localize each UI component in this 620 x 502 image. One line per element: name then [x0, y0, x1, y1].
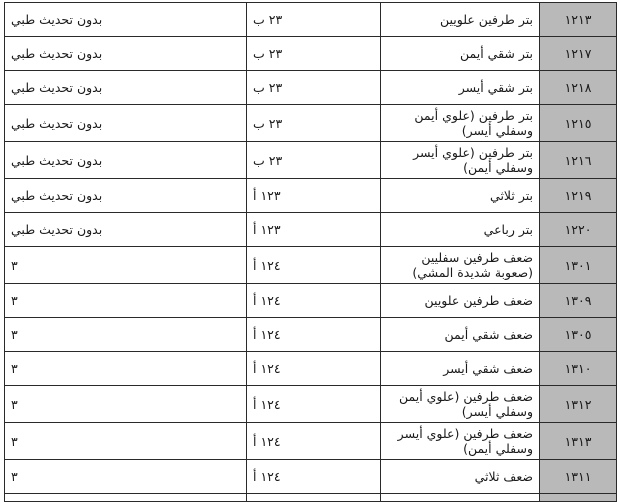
- table-row: [5, 460, 617, 494]
- code-cell: ١٢٢٠: [540, 213, 617, 247]
- table-row: [5, 352, 617, 386]
- remark-cell: بدون تحديث طبي: [5, 105, 247, 142]
- condition-cell: ضعف طرفين سفليين (صعوبة شديدة المشي): [381, 247, 540, 284]
- condition-cell: ضعف طرفين (علوي أيسر وسفلي أيمن): [381, 423, 540, 460]
- condition-cell: بتر طرفين (علوي أيسر وسفلي أيمن): [381, 142, 540, 179]
- table-row: [5, 318, 617, 352]
- table-row: [5, 179, 617, 213]
- table-row-partial: [5, 494, 617, 502]
- remark-cell: ٣: [5, 247, 247, 284]
- remark-cell: بدون تحديث طبي: [5, 142, 247, 179]
- condition-cell: بتر شقي أيسر: [381, 71, 540, 105]
- degree-cell: ١٢٤ أ: [247, 423, 381, 460]
- remark-cell: بدون تحديث طبي: [5, 213, 247, 247]
- condition-cell: بتر طرفين (علوي أيمن وسفلي أيسر): [381, 105, 540, 142]
- degree-cell: ٢٣ ب: [247, 3, 381, 37]
- degree-cell: ٢٣ ب: [247, 71, 381, 105]
- remark-cell: ٣: [5, 386, 247, 423]
- degree-cell: ١٢٤ أ: [247, 386, 381, 423]
- condition-cell: ضعف طرفين علويين: [381, 284, 540, 318]
- table-row: [5, 37, 617, 71]
- remark-cell: بدون تحديث طبي: [5, 3, 247, 37]
- code-cell: ١٢١٩: [540, 179, 617, 213]
- code-cell: ١٣٠١: [540, 247, 617, 284]
- condition-cell: بتر ثلاثي: [381, 179, 540, 213]
- condition-cell: ضعف شقي أيمن: [381, 318, 540, 352]
- degree-cell: ١٢٤ أ: [247, 284, 381, 318]
- empty-cell: [5, 494, 247, 502]
- condition-cell: ضعف شقي أيسر: [381, 352, 540, 386]
- table-row: [5, 71, 617, 105]
- remark-cell: ٣: [5, 284, 247, 318]
- remark-cell: بدون تحديث طبي: [5, 37, 247, 71]
- code-cell: ١٢١٦: [540, 142, 617, 179]
- remark-cell: ٣: [5, 423, 247, 460]
- remark-cell: ٣: [5, 318, 247, 352]
- empty-cell: [381, 494, 540, 502]
- degree-cell: ١٢٤ أ: [247, 247, 381, 284]
- degree-cell: ١٢٣ أ: [247, 213, 381, 247]
- degree-cell: ٢٣ ب: [247, 37, 381, 71]
- empty-cell: [540, 494, 617, 502]
- condition-cell: بتر شقي أيمن: [381, 37, 540, 71]
- table-row: [5, 423, 617, 460]
- degree-cell: ٢٣ ب: [247, 105, 381, 142]
- degree-cell: ١٢٣ أ: [247, 179, 381, 213]
- table-row: [5, 105, 617, 142]
- degree-cell: ١٢٤ أ: [247, 460, 381, 494]
- degree-cell: ١٢٤ أ: [247, 352, 381, 386]
- code-cell: ١٣١١: [540, 460, 617, 494]
- document-page: [5, 2, 617, 502]
- code-cell: ١٢١٥: [540, 105, 617, 142]
- code-cell: ١٣١٢: [540, 386, 617, 423]
- code-cell: ١٣٠٥: [540, 318, 617, 352]
- degree-cell: ٢٣ ب: [247, 142, 381, 179]
- condition-cell: بتر رباعي: [381, 213, 540, 247]
- table-row: [5, 213, 617, 247]
- condition-cell: ضعف ثلاثي: [381, 460, 540, 494]
- table-row: [5, 386, 617, 423]
- table-row: [5, 247, 617, 284]
- code-cell: ١٢١٨: [540, 71, 617, 105]
- table-row: [5, 142, 617, 179]
- table-row: [5, 284, 617, 318]
- degree-cell: ١٢٤ أ: [247, 318, 381, 352]
- code-cell: ١٣١٣: [540, 423, 617, 460]
- table-row: [5, 3, 617, 37]
- condition-cell: ضعف طرفين (علوي أيمن وسفلي أيسر): [381, 386, 540, 423]
- remark-cell: بدون تحديث طبي: [5, 179, 247, 213]
- condition-cell: بتر طرفين علويين: [381, 3, 540, 37]
- disability-code-table: [4, 2, 617, 502]
- table-body: [5, 3, 617, 502]
- code-cell: ١٢١٣: [540, 3, 617, 37]
- code-cell: ١٣٠٩: [540, 284, 617, 318]
- remark-cell: ٣: [5, 352, 247, 386]
- remark-cell: بدون تحديث طبي: [5, 71, 247, 105]
- remark-cell: ٣: [5, 460, 247, 494]
- code-cell: ١٣١٠: [540, 352, 617, 386]
- code-cell: ١٢١٧: [540, 37, 617, 71]
- empty-cell: [247, 494, 381, 502]
